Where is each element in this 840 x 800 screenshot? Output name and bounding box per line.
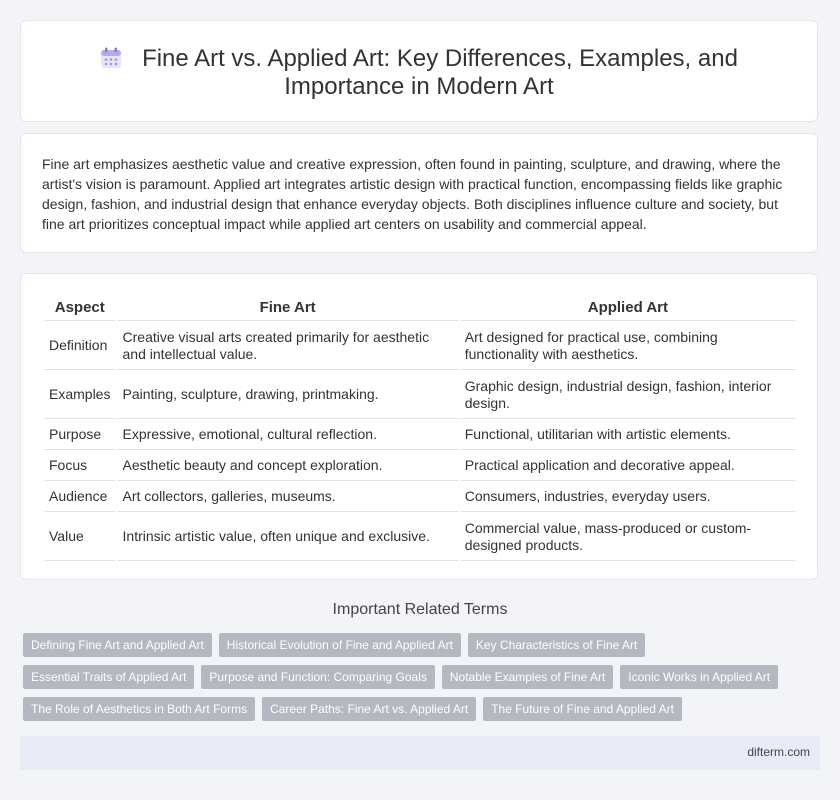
related-term-tag[interactable]: Notable Examples of Fine Art <box>442 665 613 689</box>
related-term-tag[interactable]: Purpose and Function: Comparing Goals <box>201 665 434 689</box>
row-fine-art: Expressive, emotional, cultural reflection. <box>118 419 458 450</box>
title-line-2: Importance in Modern Art <box>284 73 554 100</box>
footer-bar <box>20 736 820 770</box>
row-aspect: Examples <box>44 370 116 419</box>
row-applied-art: Practical application and decorative appeal. <box>460 450 796 481</box>
table-row <box>44 419 796 450</box>
row-fine-art: Aesthetic beauty and concept exploration. <box>118 450 458 481</box>
intro-paragraph: Fine art emphasizes aesthetic value and creative expression, often found in painting, sculpture, and drawing, where the artist's vision is paramount. Applied art integrates artistic design with practical function, encompassing fields like graphic design, fashion, and industrial design that enhance everyday objects. Both disciplines influence culture and society, but fine art prioritizes conceptual impact while applied art centers on usability and commercial appeal. <box>42 156 783 232</box>
row-aspect: Focus <box>44 450 116 481</box>
title-card <box>20 20 818 122</box>
row-fine-art: Painting, sculpture, drawing, printmaking. <box>118 370 458 419</box>
row-applied-art: Functional, utilitarian with artistic elements. <box>460 419 796 450</box>
row-aspect: Audience <box>44 481 116 512</box>
calendar-icon <box>100 47 122 69</box>
row-fine-art: Creative visual arts created primarily for aesthetic and intellectual value. <box>118 321 458 370</box>
row-aspect: Definition <box>44 321 116 370</box>
table-row <box>44 321 796 370</box>
row-applied-art: Consumers, industries, everyday users. <box>460 481 796 512</box>
comparison-card <box>20 273 818 580</box>
title-line-1: Fine Art vs. Applied Art: Key Differences, Examples, and <box>142 45 738 72</box>
related-term-tag[interactable]: Career Paths: Fine Art vs. Applied Art <box>262 697 476 721</box>
row-aspect: Value <box>44 512 116 561</box>
page-title <box>21 45 817 101</box>
row-applied-art: Graphic design, industrial design, fashion, interior design. <box>460 370 796 419</box>
row-applied-art: Commercial value, mass-produced or custom-designed products. <box>460 512 796 561</box>
table-header-row <box>44 294 796 321</box>
intro-card <box>20 133 818 253</box>
table-row <box>44 450 796 481</box>
row-fine-art: Intrinsic artistic value, often unique and exclusive. <box>118 512 458 561</box>
comparison-table <box>42 294 798 561</box>
header-aspect: Aspect <box>44 294 116 321</box>
related-term-tag[interactable]: Iconic Works in Applied Art <box>620 665 778 689</box>
related-term-tag[interactable]: The Role of Aesthetics in Both Art Forms <box>23 697 255 721</box>
row-aspect: Purpose <box>44 419 116 450</box>
related-term-tag[interactable]: Historical Evolution of Fine and Applied Art <box>219 633 461 657</box>
header-applied-art: Applied Art <box>460 294 796 321</box>
table-row <box>44 481 796 512</box>
site-name[interactable]: difterm.com <box>747 745 810 759</box>
related-terms-list <box>23 633 803 729</box>
row-fine-art: Art collectors, galleries, museums. <box>118 481 458 512</box>
table-row <box>44 370 796 419</box>
header-fine-art: Fine Art <box>118 294 458 321</box>
related-term-tag[interactable]: Essential Traits of Applied Art <box>23 665 194 689</box>
row-applied-art: Art designed for practical use, combining functionality with aesthetics. <box>460 321 796 370</box>
related-term-tag[interactable]: The Future of Fine and Applied Art <box>483 697 682 721</box>
related-terms-heading: Important Related Terms <box>332 601 508 618</box>
table-row <box>44 512 796 561</box>
related-term-tag[interactable]: Key Characteristics of Fine Art <box>468 633 645 657</box>
related-term-tag[interactable]: Defining Fine Art and Applied Art <box>23 633 212 657</box>
